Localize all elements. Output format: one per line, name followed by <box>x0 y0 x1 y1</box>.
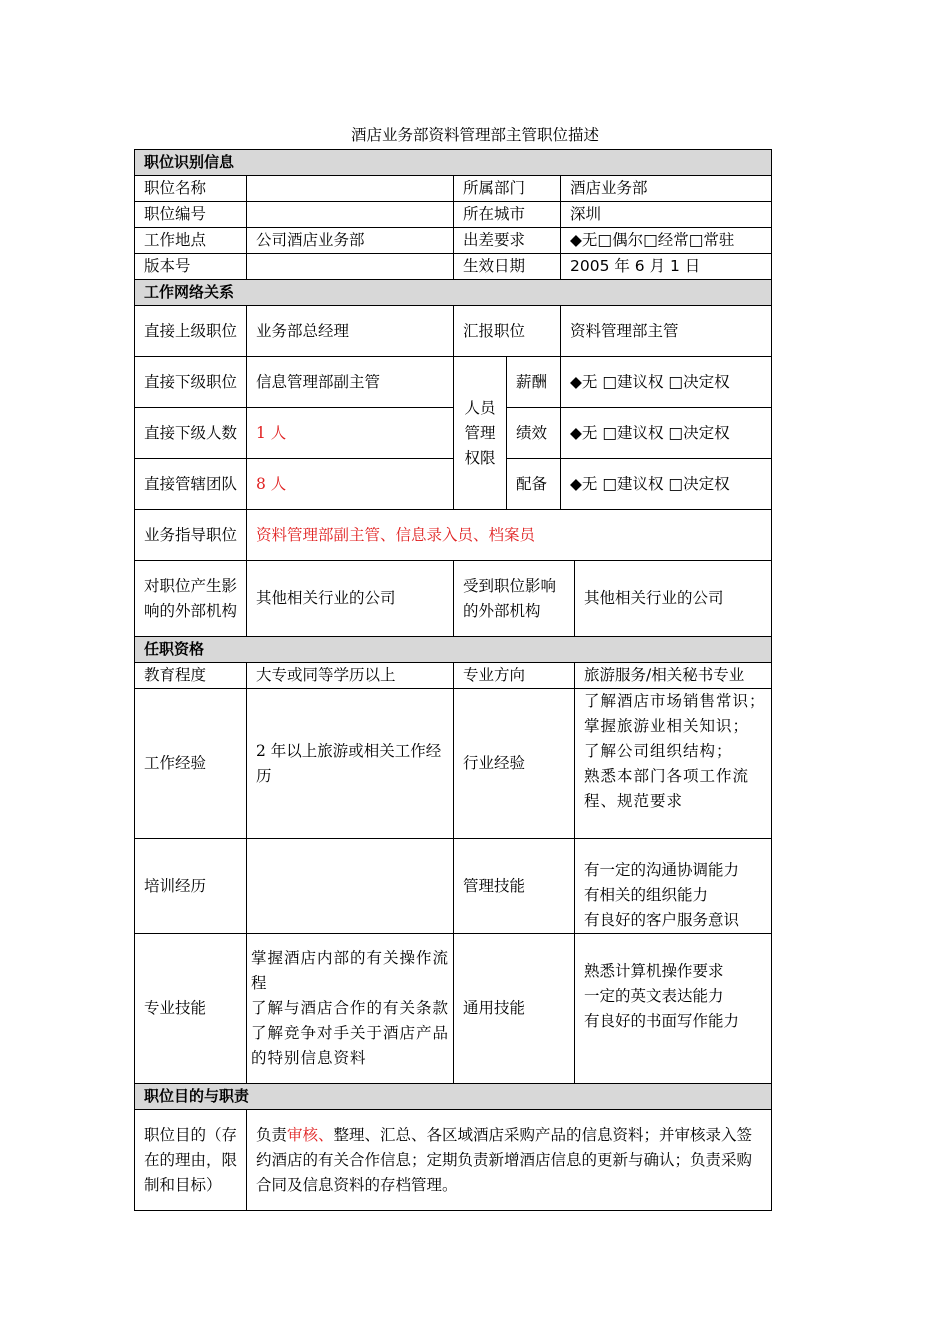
training-label: 培训经历 <box>135 839 247 934</box>
education-label: 教育程度 <box>135 663 247 689</box>
list-item: 了解酒店市场销售常识； <box>584 692 766 710</box>
list-item: 掌握酒店内部的有关操作流程 <box>251 949 450 992</box>
performance-label: 绩效 <box>507 408 561 459</box>
list-item: 熟悉本部门各项工作流程、规范要求 <box>584 767 750 810</box>
salary-label: 薪酬 <box>507 357 561 408</box>
position-code-value <box>247 202 454 228</box>
work-location-label: 工作地点 <box>135 228 247 254</box>
purpose-text-start: 负责 <box>256 1125 288 1144</box>
job-description-table <box>134 149 772 1211</box>
list-item: 掌握旅游业相关知识； <box>584 717 750 735</box>
work-experience-label: 工作经验 <box>135 689 247 839</box>
staffing-label: 配备 <box>507 459 561 510</box>
staffing-value: ◆无 □建议权 □决定权 <box>561 459 772 510</box>
travel-value: ◆无□偶尔□经常□常驻 <box>561 228 772 254</box>
guidance-value: 资料管理部副主管、信息录入员、档案员 <box>247 510 772 561</box>
purpose-text-rest: 整理、汇总、各区域酒店采购产品的信息资料；并审核录入签约酒店的有关合作信息；定期负责新增酒店信息的更新与确认；负责采购合同及信息资料的存档管理。 <box>256 1125 753 1194</box>
professional-skill-label: 专业技能 <box>135 934 247 1084</box>
education-value: 大专或同等学历以上 <box>247 663 454 689</box>
list-item: 有一定的沟通协调能力 <box>584 861 740 879</box>
external-influence-value: 其他相关行业的公司 <box>247 561 454 637</box>
document-title: 酒店业务部资料管理部主管职位描述 <box>350 126 599 144</box>
position-code-label: 职位编号 <box>135 202 247 228</box>
subordinate-count-label: 直接下级人数 <box>135 408 247 459</box>
list-item: 有相关的组织能力 <box>584 886 709 904</box>
section-header-qualifications: 任职资格 <box>135 637 772 663</box>
city-label: 所在城市 <box>454 202 561 228</box>
training-value <box>247 839 454 934</box>
purpose-text <box>247 1110 772 1211</box>
performance-value: ◆无 □建议权 □决定权 <box>561 408 772 459</box>
industry-experience-value <box>575 689 772 839</box>
personnel-authority-label: 人员管理权限 <box>454 357 507 510</box>
effective-date-value: 2005 年 6 月 1 日 <box>561 254 772 280</box>
professional-skill-value <box>247 934 454 1084</box>
travel-label: 出差要求 <box>454 228 561 254</box>
affected-external-label: 受到职位影响的外部机构 <box>454 561 575 637</box>
list-item: 有良好的书面写作能力 <box>584 1011 740 1030</box>
major-value: 旅游服务/相关秘书专业 <box>575 663 772 689</box>
management-skill-label: 管理技能 <box>454 839 575 934</box>
work-location-value: 公司酒店业务部 <box>247 228 454 254</box>
work-experience-value: 2 年以上旅游或相关工作经历 <box>247 689 454 839</box>
management-skill-value <box>575 839 772 934</box>
report-value: 资料管理部主管 <box>561 306 772 357</box>
list-item: 了解竞争对手关于酒店产品的特别信息资料 <box>251 1024 450 1067</box>
version-value <box>247 254 454 280</box>
general-skill-label: 通用技能 <box>454 934 575 1084</box>
team-label: 直接管辖团队 <box>135 459 247 510</box>
direct-subordinate-label: 直接下级职位 <box>135 357 247 408</box>
list-item: 熟悉计算机操作要求 <box>584 961 724 980</box>
section-header-identification: 职位识别信息 <box>135 150 772 176</box>
list-item: 了解公司组织结构； <box>584 742 733 760</box>
list-item: 有良好的客户服务意识 <box>584 911 740 929</box>
report-label: 汇报职位 <box>454 306 561 357</box>
subordinate-count-value: 1 人 <box>247 408 454 459</box>
position-name-label: 职位名称 <box>135 176 247 202</box>
major-label: 专业方向 <box>454 663 575 689</box>
general-skill-value <box>575 934 772 1084</box>
team-value: 8 人 <box>247 459 454 510</box>
list-item: 了解与酒店合作的有关条款 <box>251 999 450 1017</box>
direct-subordinate-value: 信息管理部副主管 <box>247 357 454 408</box>
section-header-purpose: 职位目的与职责 <box>135 1084 772 1110</box>
section-header-network: 工作网络关系 <box>135 280 772 306</box>
external-influence-label: 对职位产生影响的外部机构 <box>135 561 247 637</box>
direct-superior-label: 直接上级职位 <box>135 306 247 357</box>
department-label: 所属部门 <box>454 176 561 202</box>
direct-superior-value: 业务部总经理 <box>247 306 454 357</box>
purpose-label: 职位目的（存在的理由，限制和目标） <box>135 1110 247 1211</box>
industry-experience-label: 行业经验 <box>454 689 575 839</box>
version-label: 版本号 <box>135 254 247 280</box>
purpose-text-highlight: 审核、 <box>287 1125 334 1144</box>
salary-value: ◆无 □建议权 □决定权 <box>561 357 772 408</box>
list-item: 一定的英文表达能力 <box>584 986 724 1005</box>
department-value: 酒店业务部 <box>561 176 772 202</box>
effective-date-label: 生效日期 <box>454 254 561 280</box>
position-name-value <box>247 176 454 202</box>
guidance-label: 业务指导职位 <box>135 510 247 561</box>
city-value: 深圳 <box>561 202 772 228</box>
affected-external-value: 其他相关行业的公司 <box>575 561 772 637</box>
